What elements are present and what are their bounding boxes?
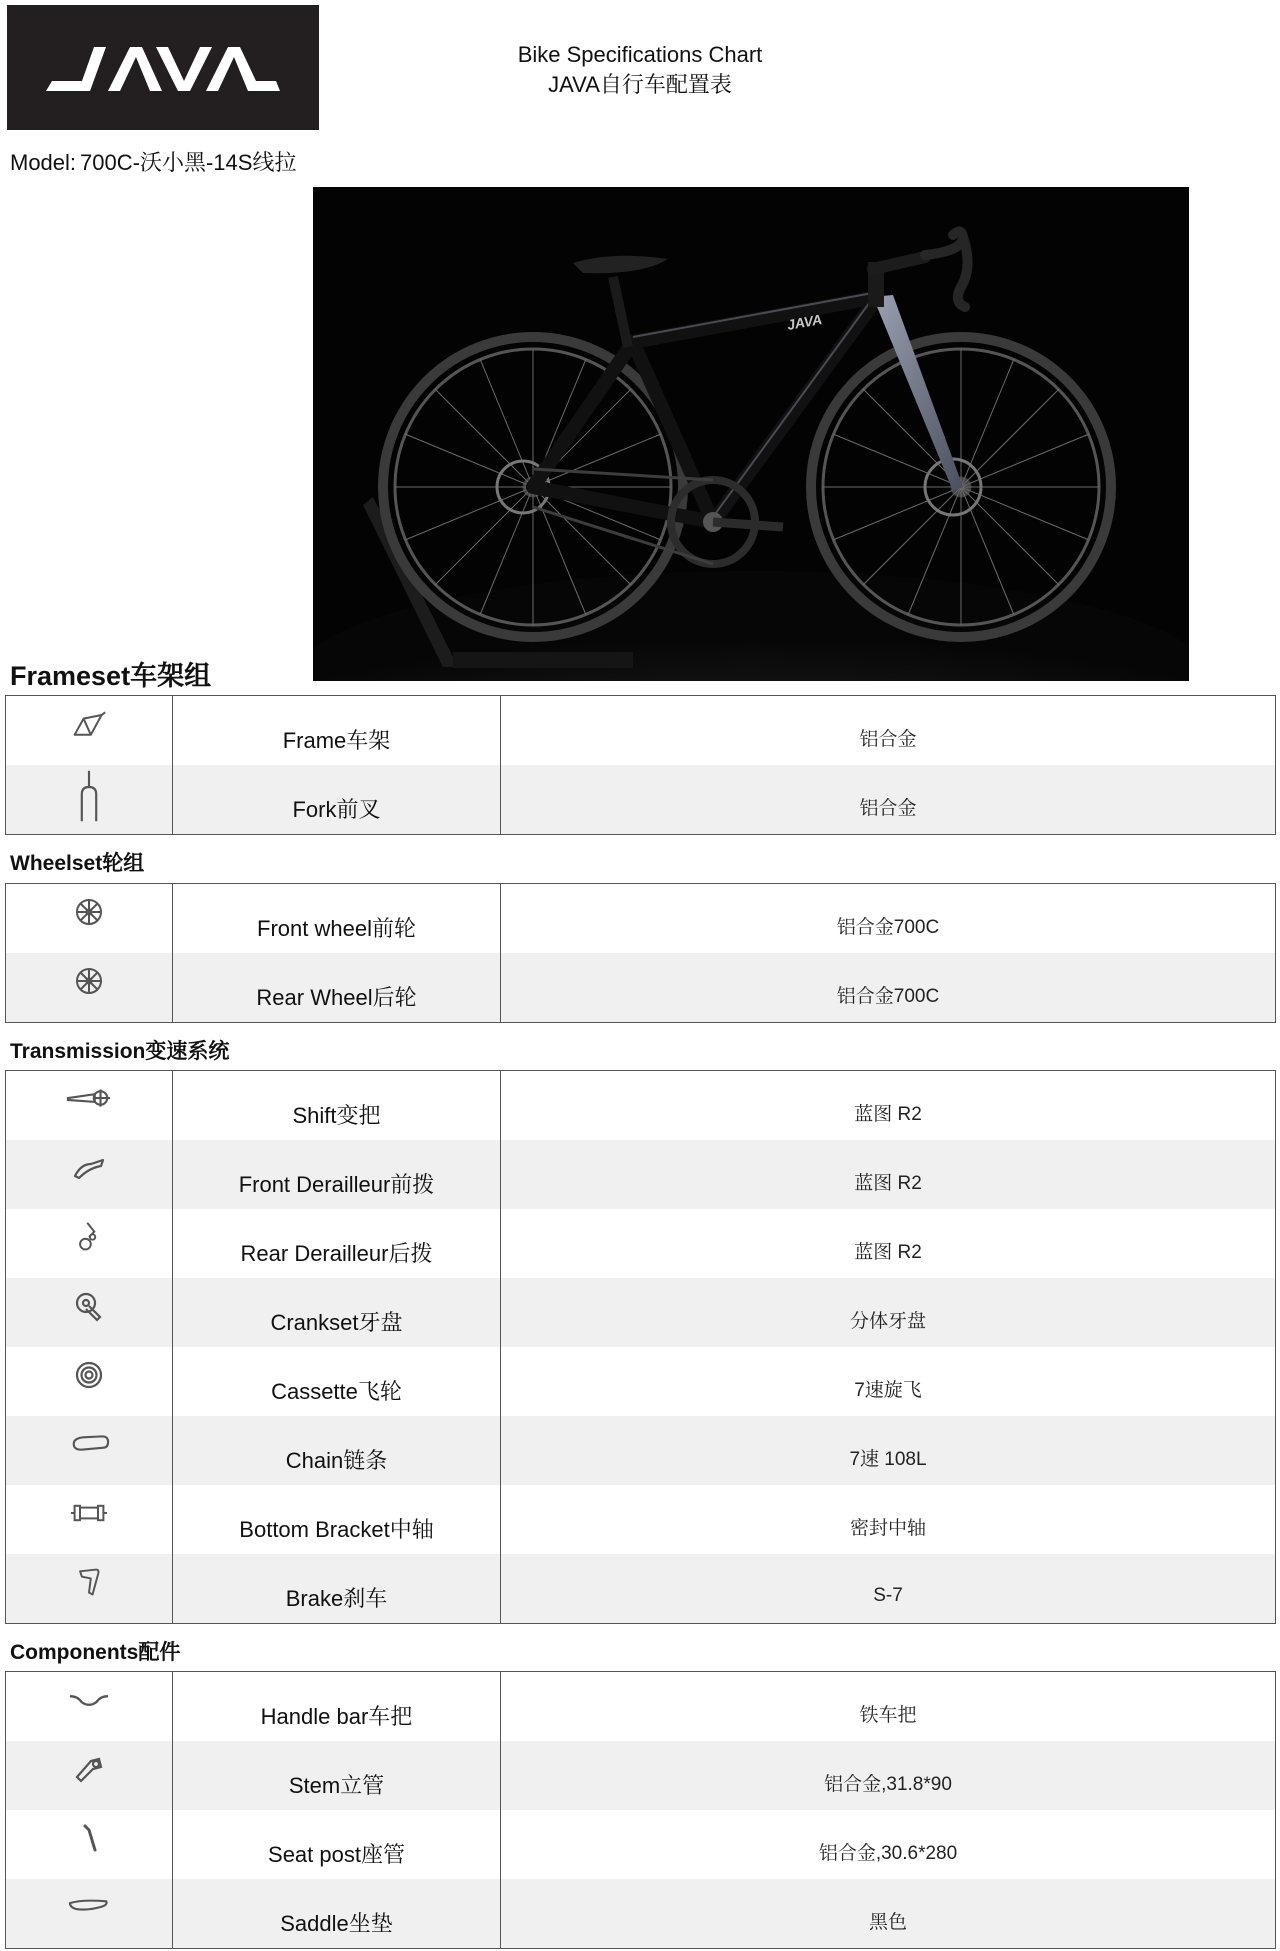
spec-name: Front wheel前轮 bbox=[173, 884, 501, 953]
table-row bbox=[6, 696, 1275, 765]
spec-name: Rear Wheel后轮 bbox=[173, 953, 501, 1022]
spec-name: Chain链条 bbox=[173, 1416, 501, 1485]
transmission-table bbox=[5, 1070, 1276, 1624]
wheelset-table bbox=[5, 883, 1276, 1023]
spec-value: 铝合金700C bbox=[836, 917, 940, 938]
spec-value: 铁车把 bbox=[859, 1705, 917, 1726]
brake-icon bbox=[71, 1566, 107, 1598]
handlebar-icon bbox=[68, 1684, 110, 1716]
section-title-frameset: Frameset车架组 bbox=[10, 661, 212, 691]
wheel-icon bbox=[71, 965, 107, 997]
table-row bbox=[6, 1071, 1275, 1140]
brand-logo bbox=[7, 5, 319, 130]
spec-name: Handle bar车把 bbox=[173, 1672, 501, 1741]
bike-photo bbox=[313, 187, 1189, 681]
spec-value: 7速旋飞 bbox=[854, 1380, 922, 1401]
spec-name: Front Derailleur前拨 bbox=[173, 1140, 501, 1209]
components-table bbox=[5, 1671, 1276, 1949]
spec-name: Rear Derailleur后拨 bbox=[173, 1209, 501, 1278]
spec-value: 铝合金,30.6*280 bbox=[818, 1843, 958, 1864]
spec-value: 蓝图 R2 bbox=[854, 1104, 922, 1125]
section-title-wheelset: Wheelset轮组 bbox=[10, 852, 145, 875]
spec-name: Saddle坐垫 bbox=[173, 1879, 501, 1948]
frame-logo: JAVA bbox=[785, 311, 824, 333]
cassette-icon bbox=[71, 1359, 107, 1391]
crankset-icon bbox=[71, 1290, 107, 1322]
table-row bbox=[6, 1672, 1275, 1741]
table-row bbox=[6, 765, 1275, 834]
bike-illustration bbox=[313, 187, 1189, 681]
table-row bbox=[6, 1278, 1275, 1347]
model-value: 700C-沃小黑-14S线拉 bbox=[80, 150, 297, 175]
wheel-icon bbox=[71, 896, 107, 928]
spec-value: 蓝图 R2 bbox=[854, 1173, 922, 1194]
section-title-transmission: Transmission变速系统 bbox=[10, 1040, 230, 1063]
frameset-table bbox=[5, 695, 1276, 835]
frame-icon bbox=[71, 708, 107, 740]
spec-value: 铝合金 bbox=[859, 798, 917, 819]
spec-value: 分体牙盘 bbox=[849, 1311, 926, 1332]
table-row bbox=[6, 884, 1275, 953]
spec-name: Cassette飞轮 bbox=[173, 1347, 501, 1416]
chain-icon bbox=[68, 1428, 110, 1460]
front-derailleur-icon bbox=[71, 1152, 107, 1184]
table-row bbox=[6, 1741, 1275, 1810]
section-title-components: Components配件 bbox=[10, 1641, 181, 1664]
stem-icon bbox=[71, 1753, 107, 1785]
table-row bbox=[6, 1485, 1275, 1554]
java-logo-icon bbox=[38, 33, 288, 103]
spec-name: Brake刹车 bbox=[173, 1554, 501, 1623]
spec-value: S-7 bbox=[873, 1584, 903, 1606]
spec-name: Crankset牙盘 bbox=[173, 1278, 501, 1347]
fork-icon bbox=[71, 767, 107, 825]
document-title-en: Bike Specifications Chart bbox=[517, 42, 763, 67]
spec-value: 密封中轴 bbox=[849, 1518, 926, 1539]
spec-name: Fork前叉 bbox=[173, 765, 501, 834]
spec-value: 铝合金700C bbox=[836, 986, 940, 1007]
table-row bbox=[6, 1209, 1275, 1278]
spec-value: 铝合金 bbox=[859, 729, 917, 750]
table-row bbox=[6, 953, 1275, 1022]
spec-name: Stem立管 bbox=[173, 1741, 501, 1810]
table-row bbox=[6, 1416, 1275, 1485]
table-row bbox=[6, 1810, 1275, 1879]
spec-name: Shift变把 bbox=[173, 1071, 501, 1140]
table-row bbox=[6, 1554, 1275, 1623]
spec-name: Seat post座管 bbox=[173, 1810, 501, 1879]
model-label: Model: bbox=[10, 150, 77, 175]
seatpost-icon bbox=[71, 1822, 107, 1854]
spec-value: 7速 108L bbox=[849, 1449, 927, 1470]
table-row bbox=[6, 1140, 1275, 1209]
spec-value: 蓝图 R2 bbox=[854, 1242, 922, 1263]
spec-name: Frame车架 bbox=[173, 696, 501, 765]
saddle-icon bbox=[68, 1891, 110, 1923]
table-row bbox=[6, 1347, 1275, 1416]
shifter-icon bbox=[66, 1083, 112, 1115]
document-title-cn: JAVA自行车配置表 bbox=[548, 72, 732, 97]
spec-value: 黑色 bbox=[868, 1912, 907, 1933]
table-row bbox=[6, 1879, 1275, 1948]
rear-derailleur-icon bbox=[71, 1221, 107, 1253]
spec-value: 铝合金,31.8*90 bbox=[824, 1774, 952, 1795]
model-line bbox=[10, 146, 296, 177]
spec-name: Bottom Bracket中轴 bbox=[173, 1485, 501, 1554]
bottom-bracket-icon bbox=[71, 1497, 107, 1529]
